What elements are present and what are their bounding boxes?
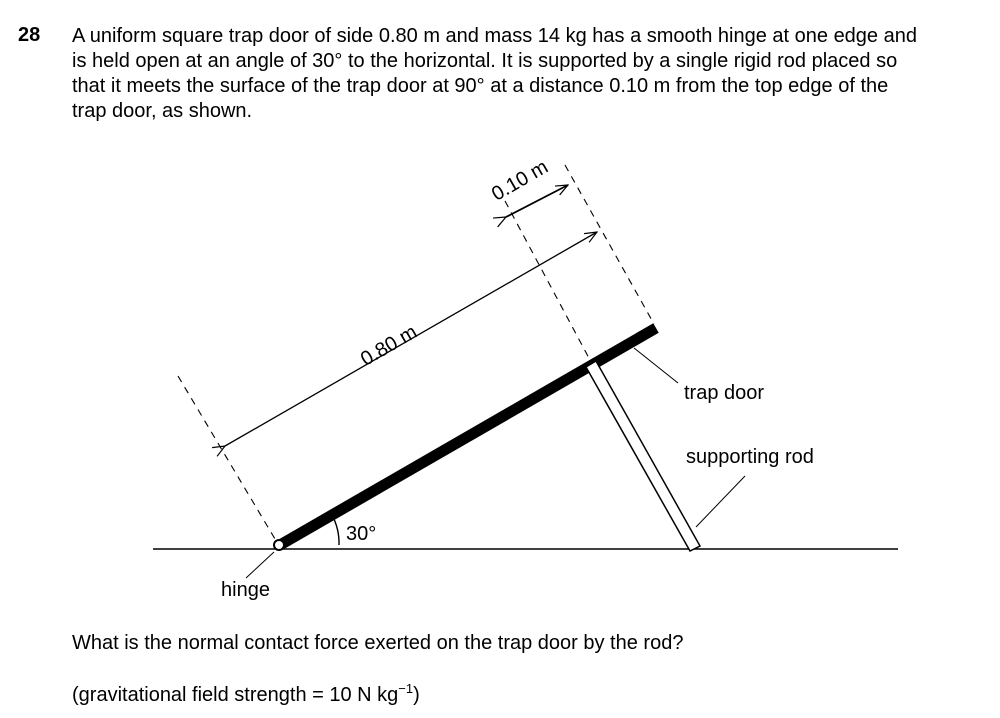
trap-door-leader bbox=[634, 348, 678, 383]
dashed-extension-top bbox=[565, 165, 654, 324]
hinge-leader bbox=[246, 552, 274, 578]
supporting-rod-label: supporting rod bbox=[686, 446, 814, 468]
gfs-exponent: −1 bbox=[398, 681, 414, 696]
gfs-close: ) bbox=[413, 684, 420, 706]
trap-door-label: trap door bbox=[684, 382, 765, 404]
question-line-1: A uniform square trap door of side 0.80 m and mass 14 kg has a smooth hinge at one edge and bbox=[72, 25, 917, 47]
supporting-rod bbox=[586, 361, 700, 551]
question-prompt: What is the normal contact force exerted on the trap door by the rod? bbox=[72, 632, 684, 654]
question-line-3: that it meets the surface of the trap door at 90° at a distance 0.10 m from the top edge of the bbox=[72, 75, 889, 97]
angle-label: 30° bbox=[346, 523, 377, 545]
dashed-extension-rod bbox=[505, 201, 590, 360]
length-label: 0.80 m bbox=[357, 320, 421, 371]
gfs-text: (gravitational field strength = 10 N kg bbox=[72, 684, 399, 706]
hinge-pivot bbox=[274, 540, 284, 550]
hinge-label: hinge bbox=[221, 579, 270, 601]
rod-leader bbox=[696, 476, 745, 527]
question-line-4: trap door, as shown. bbox=[72, 100, 253, 122]
trap-door bbox=[280, 328, 656, 545]
question-number: 28 bbox=[18, 24, 41, 46]
dashed-extension-hinge bbox=[178, 376, 278, 544]
gravitational-field-strength bbox=[72, 681, 420, 707]
offset-label: 0.10 m bbox=[488, 155, 552, 206]
question-line-2: is held open at an angle of 30° to the horizontal. It is supported by a single rigid rod placed so bbox=[72, 50, 898, 72]
